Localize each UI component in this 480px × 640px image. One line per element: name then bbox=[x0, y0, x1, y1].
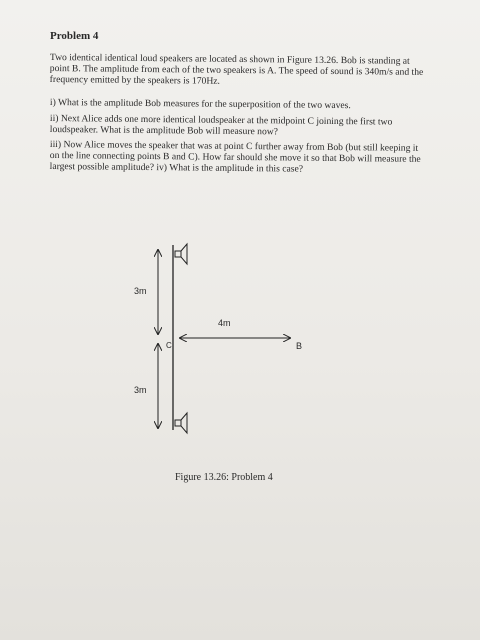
point-c-label: C bbox=[166, 341, 172, 350]
horizontal-distance-label: 4m bbox=[218, 318, 231, 328]
problem-intro-paragraph: Two identical identical loud speakers are located as shown in Figure 13.26. Bob is standing at point B. The amplitude from each of the two speakers is A. The speed of sound is 340m/s and the frequency emitted by the speakers is 170Hz. bbox=[49, 52, 424, 87]
problem-title: Problem 4 bbox=[50, 30, 99, 42]
point-b-label: B bbox=[296, 341, 303, 351]
speaker-diagram bbox=[110, 230, 350, 440]
figure-caption: Figure 13.26: Problem 4 bbox=[175, 472, 273, 483]
bottom-distance-label: 3m bbox=[134, 385, 147, 395]
speaker-diagram-svg bbox=[110, 230, 350, 440]
question-iii-iv: iii) Now Alice moves the speaker that was at point C further away from Bob (but still keeping it on the line connecting points B and C). How far should she move it so that Bob will measure the largest possible amplitude? iv) What is the amplitude in this case? bbox=[49, 139, 421, 175]
top-speaker-icon bbox=[175, 244, 187, 264]
top-distance-label: 3m bbox=[134, 286, 147, 296]
question-ii: ii) Next Alice adds one more identical loudspeaker at the midpoint C joining the first two loudspeaker. What is the amplitude Bob will measure now? bbox=[49, 113, 393, 138]
question-i: i) What is the amplitude Bob measures for the superposition of the two waves. bbox=[49, 97, 351, 112]
bottom-speaker-icon bbox=[175, 413, 187, 433]
